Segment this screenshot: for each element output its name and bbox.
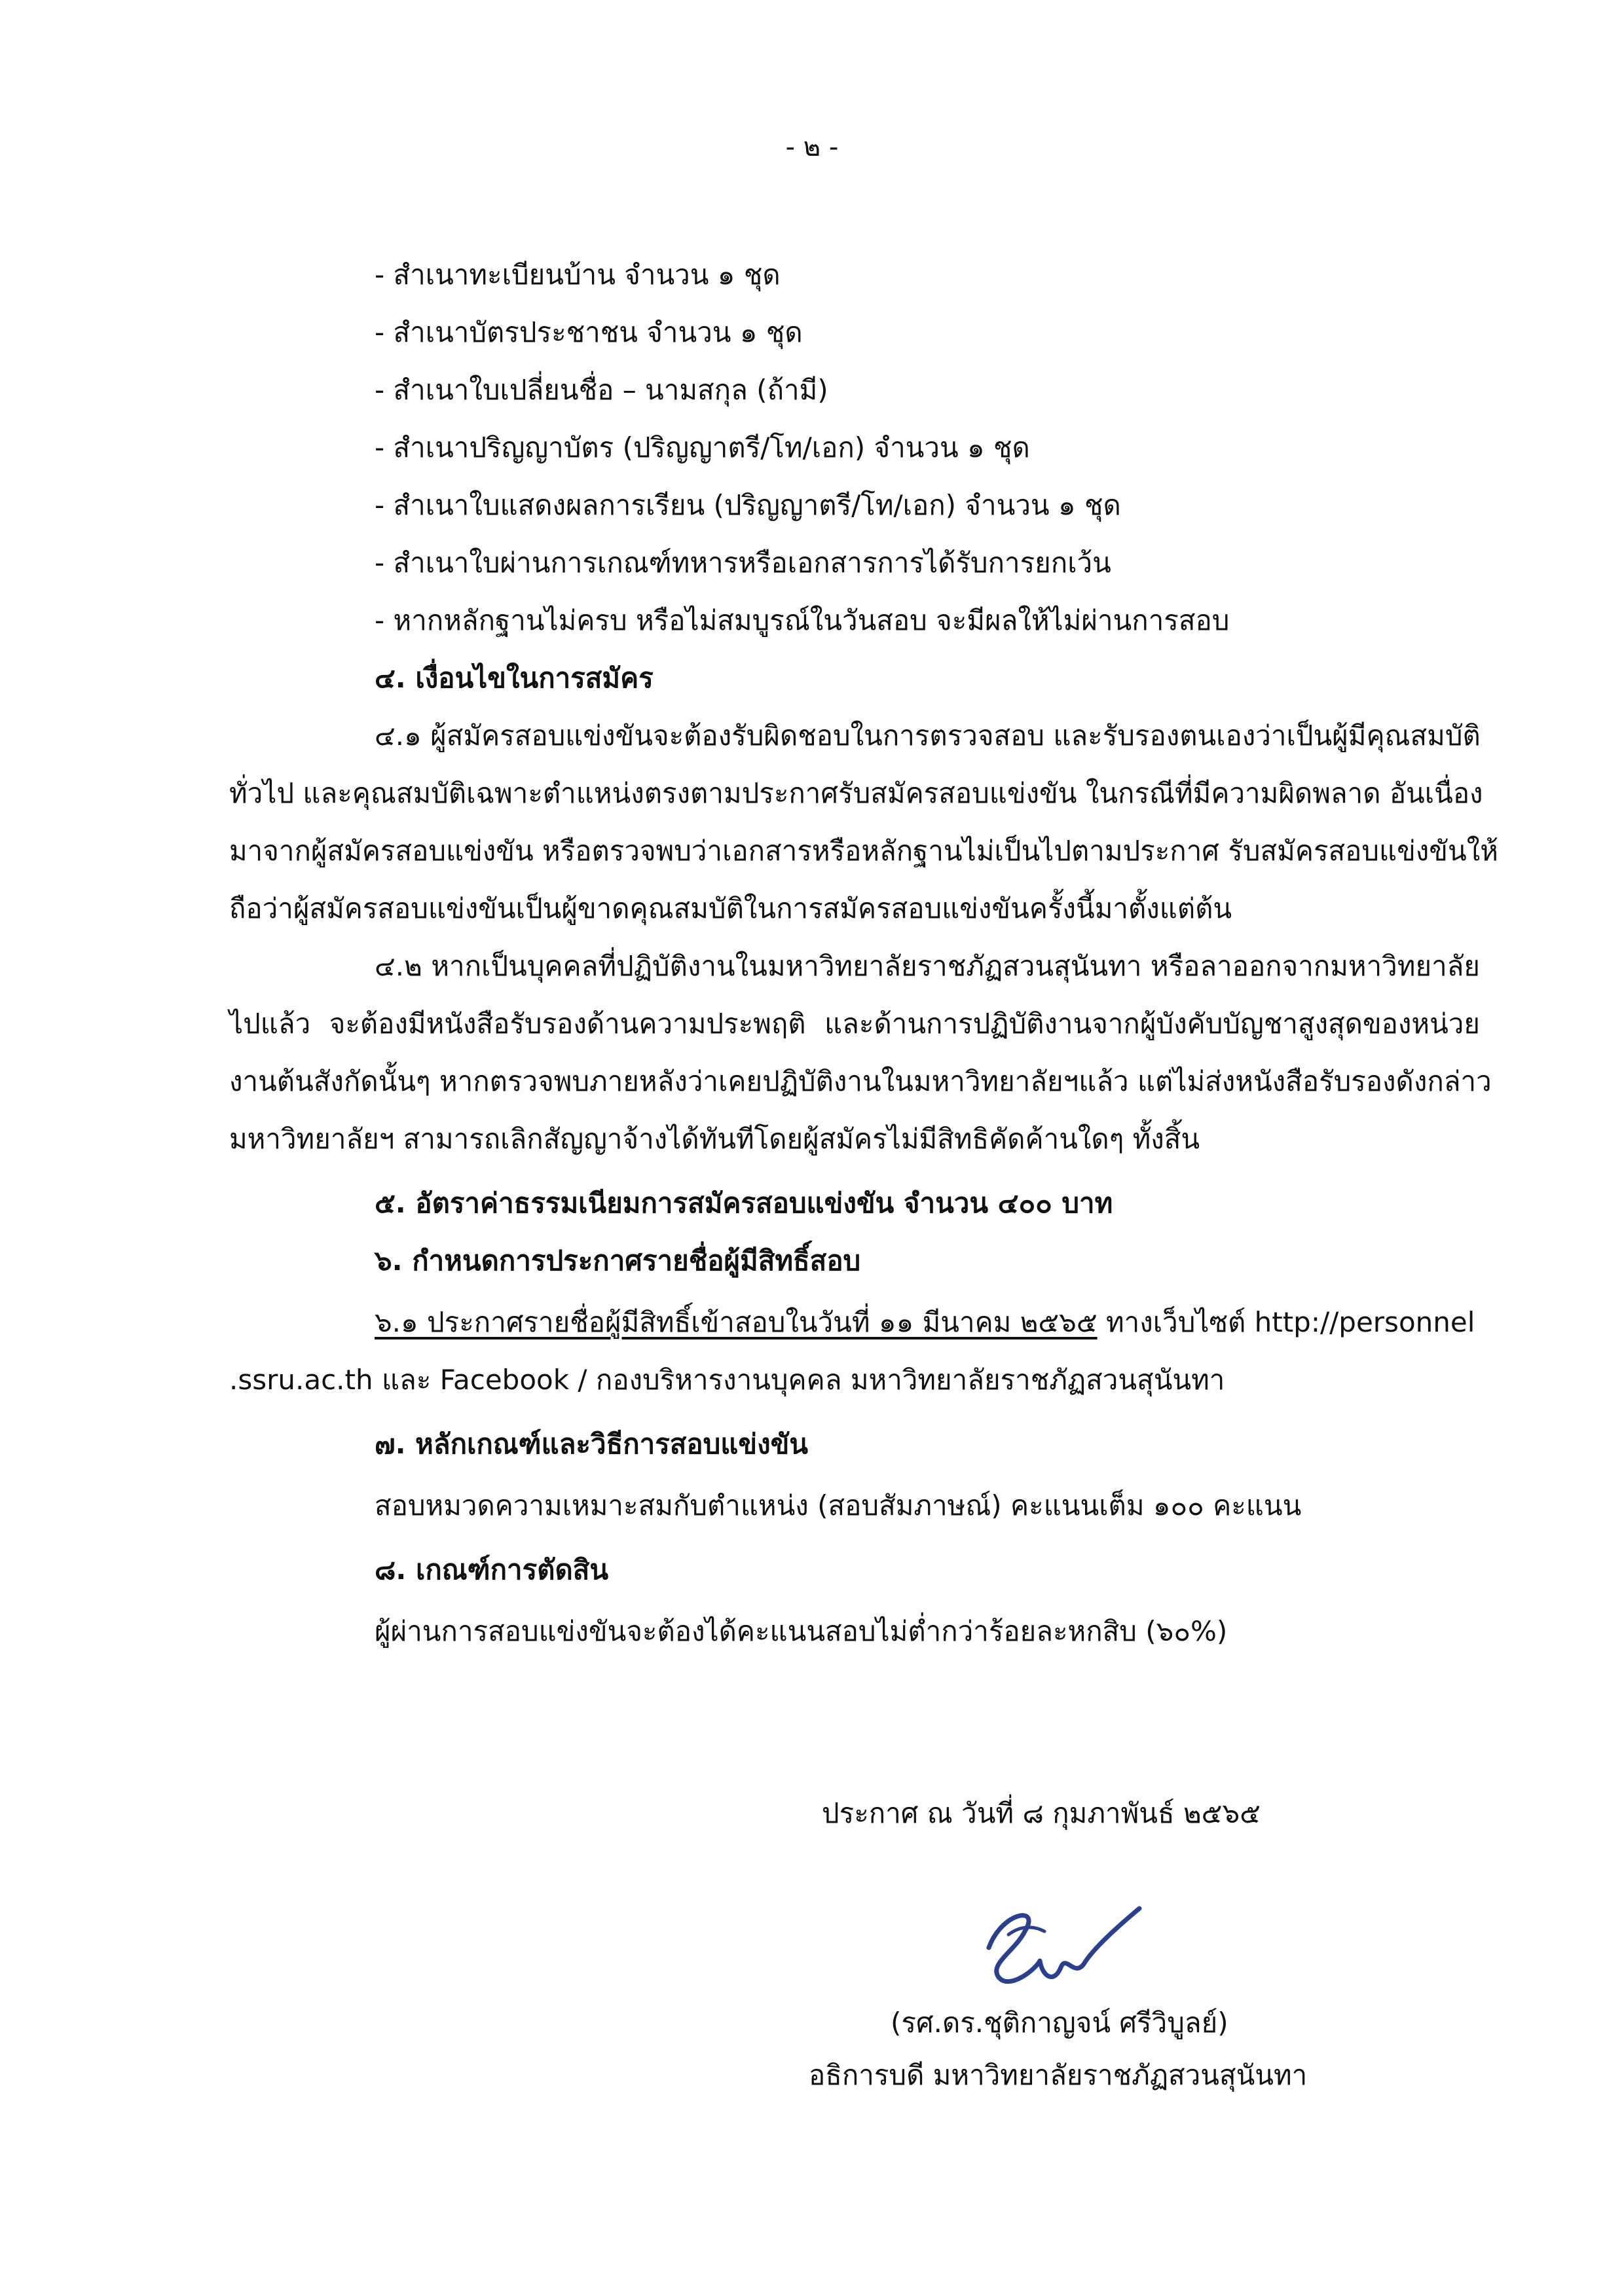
document-item: - สำเนาใบเปลี่ยนชื่อ – นามสกุล (ถ้ามี) xyxy=(375,374,828,406)
section-7-heading: ๗. หลักเกณฑ์และวิธีการสอบแข่งขัน xyxy=(375,1428,809,1460)
paragraph-4-1-line: มาจากผู้สมัครสอบแข่งขัน หรือตรวจพบว่าเอกสารหรือหลักฐานไม่เป็นไปตามประกาศ รับสมัครสอบแข่งขันให้ xyxy=(229,835,1498,867)
paragraph-6-1-line-2: .ssru.ac.th และ Facebook / กองบริหารงานบุคคล มหาวิทยาลัยราชภัฏสวนสุนันทา xyxy=(229,1364,1225,1396)
paragraph-4-2-line: มหาวิทยาลัยฯ สามารถเลิกสัญญาจ้างได้ทันทีโดยผู้สมัครไม่มีสิทธิคัดค้านใดๆ ทั้งสิ้น xyxy=(229,1123,1200,1155)
page-number: - ๒ - xyxy=(785,132,839,162)
signature-stroke xyxy=(989,1908,1139,1982)
signatory-position: อธิการบดี มหาวิทยาลัยราชภัฏสวนสุนันทา xyxy=(809,2059,1308,2091)
document-item: - สำเนาใบผ่านการเกณฑ์ทหารหรือเอกสารการได้รับการยกเว้น xyxy=(375,547,1111,579)
section-7-text: สอบหมวดความเหมาะสมกับตำแหน่ง (สอบสัมภาษณ์) คะแนนเต็ม ๑๐๐ คะแนน xyxy=(375,1489,1302,1522)
section-5-heading: ๕. อัตราค่าธรรมเนียมการสมัครสอบแข่งขัน จำนวน ๔๐๐ บาท xyxy=(375,1187,1113,1219)
section-6-heading: ๖. กำหนดการประกาศรายชื่อผู้มีสิทธิ์สอบ xyxy=(375,1245,861,1277)
document-item: - สำเนาใบแสดงผลการเรียน (ปริญญาตรี/โท/เอก) จำนวน ๑ ชุด xyxy=(375,489,1121,521)
document-item: - หากหลักฐานไม่ครบ หรือไม่สมบูรณ์ในวันสอบ จะมีผลให้ไม่ผ่านการสอบ xyxy=(375,604,1230,636)
website-text: ทางเว็บไซต์ http://personnel xyxy=(1097,1306,1475,1338)
document-item: - สำเนาปริญญาบัตร (ปริญญาตรี/โท/เอก) จำนวน ๑ ชุด xyxy=(375,431,1030,464)
document-item: - สำเนาบัตรประชาชน จำนวน ๑ ชุด xyxy=(375,316,803,348)
signatory-name: (รศ.ดร.ชุติกาญจน์ ศรีวิบูลย์) xyxy=(891,2007,1228,2039)
paragraph-4-1-line: ๔.๑ ผู้สมัครสอบแข่งขันจะต้องรับผิดชอบในการตรวจสอบ และรับรองตนเองว่าเป็นผู้มีคุณสมบัติ xyxy=(375,720,1481,752)
section-4-heading: ๔. เงื่อนไขในการสมัคร xyxy=(375,662,654,694)
paragraph-4-1-line: ทั่วไป และคุณสมบัติเฉพาะตำแหน่งตรงตามประกาศรับสมัครสอบแข่งขัน ในกรณีที่มีความผิดพลาด อันเนื่อง xyxy=(229,777,1483,809)
paragraph-4-2-line: ๔.๒ หากเป็นบุคคลที่ปฏิบัติงานในมหาวิทยาลัยราชภัฏสวนสุนันทา หรือลาออกจากมหาวิทยาลัย xyxy=(375,950,1480,982)
paragraph-6-1 xyxy=(375,1303,1475,1342)
document-item: - สำเนาทะเบียนบ้าน จำนวน ๑ ชุด xyxy=(375,259,781,291)
section-8-heading: ๘. เกณฑ์การตัดสิน xyxy=(375,1554,609,1586)
announcement-date: ประกาศ ณ วันที่ ๘ กุมภาพันธ์ ๒๕๖๕ xyxy=(822,1797,1261,1829)
paragraph-4-1-line: ถือว่าผู้สมัครสอบแข่งขันเป็นผู้ขาดคุณสมบัติในการสมัครสอบแข่งขันครั้งนี้มาตั้งแต่ต้น xyxy=(229,892,1232,924)
announcement-date-text: ๖.๑ ประกาศรายชื่อผู้มีสิทธิ์เข้าสอบในวันที่ ๑๑ มีนาคม ๒๕๖๕ xyxy=(375,1306,1098,1338)
paragraph-4-2-line: งานต้นสังกัดนั้นๆ หากตรวจพบภายหลังว่าเคยปฏิบัติงานในมหาวิทยาลัยฯแล้ว แต่ไม่ส่งหนังสือรับรองดังกล่าว xyxy=(229,1065,1492,1097)
paragraph-4-2-line: ไปแล้ว จะต้องมีหนังสือรับรองด้านความประพฤติ และด้านการปฏิบัติงานจากผู้บังคับบัญชาสูงสุดของหน่วย xyxy=(229,1008,1480,1040)
section-8-text: ผู้ผ่านการสอบแข่งขันจะต้องได้คะแนนสอบไม่ต่ำกว่าร้อยละหกสิบ (๖๐%) xyxy=(375,1615,1228,1647)
signature-image xyxy=(963,1886,1159,2003)
